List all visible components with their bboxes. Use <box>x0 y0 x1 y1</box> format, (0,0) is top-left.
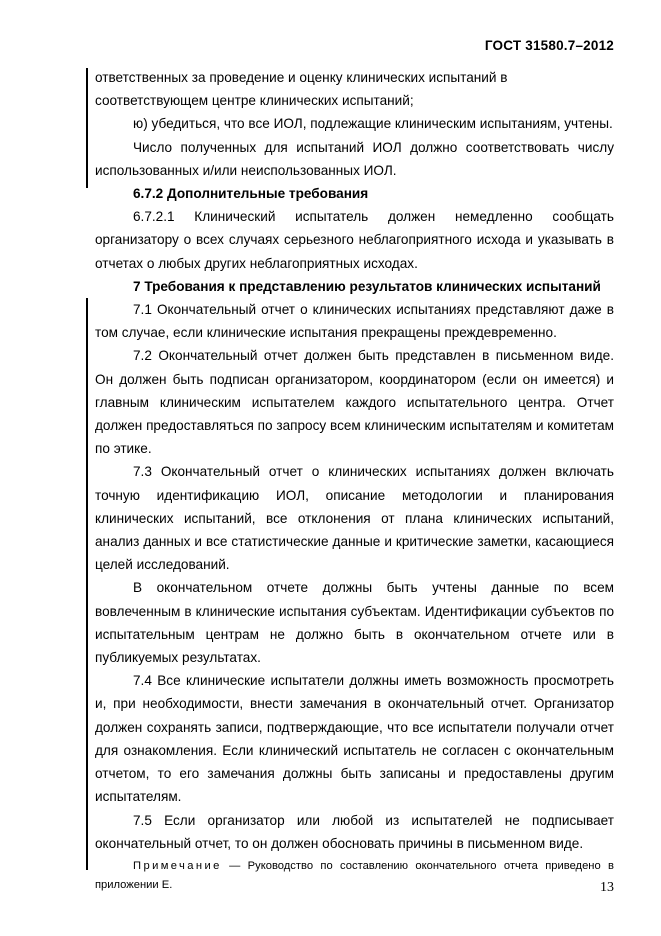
standard-designation: ГОСТ 31580.7–2012 <box>484 38 614 53</box>
paragraph-line: соответствующем центре клинических испытаний; <box>95 93 414 109</box>
paragraph-7-1: 7.1 Окончательный отчет о клинических испытаниях представляют даже в том случае, если клинические испытания прекращены преждевременно. <box>95 302 614 341</box>
note <box>95 857 614 895</box>
change-bar <box>86 68 88 188</box>
paragraph: Число полученных для испытаний ИОЛ должно соответствовать числу использованных и/или неиспользованных ИОЛ. <box>95 139 614 178</box>
note-label: Примечание <box>133 859 222 872</box>
section-heading-7: 7 Требования к представлению результатов клинических испытаний <box>133 278 601 294</box>
document-body <box>95 66 614 895</box>
paragraph-7-3: 7.3 Окончательный отчет о клинических испытаниях должен включать точную идентификацию ИОЛ, описание методологии и планирования клинических испытаний, все отклонения от плана клинических испытаний, анализ данных и все статистические данные и критические заметки, касающиеся целей исследований. <box>95 464 614 573</box>
paragraph-7-3-continued: В окончательном отчете должны быть учтены данные по всем вовлеченным в клинические испытания субъектам. Идентификации субъектов по испытательным центрам не должно быть в окончательном отчете или в публикуемых результатах. <box>95 580 614 666</box>
paragraph-7-4: 7.4 Все клинические испытатели должны иметь возможность просмотреть и, при необходимости, внести замечания в окончательный отчет. Организатор должен сохранять записи, подтверждающие, что все испытатели получали отчет для ознакомления. Если клинический испытатель не согласен с окончательным отчетом, то его замечания должны быть записаны и предоставлены другим испытателям. <box>95 673 614 805</box>
section-heading-6-7-2: 6.7.2 Дополнительные требования <box>133 186 369 202</box>
change-bar <box>86 298 88 870</box>
paragraph-6-7-2-1: 6.7.2.1 Клинический испытатель должен немедленно сообщать организатору о всех случаях серьезного неблагоприятного исхода и указывать в отчетах о любых других неблагоприятных исходах. <box>95 209 614 271</box>
page-number: 13 <box>600 880 614 895</box>
paragraph-7-5: 7.5 Если организатор или любой из испытателей не подписывает окончательный отчет, то он должен обосновать причины в письменном виде. <box>95 812 614 851</box>
note-text: — Руководство по составлению окончательного отчета приведено в приложении Е. <box>95 859 614 891</box>
paragraph-line: ответственных за проведение и оценку клинических испытаний в <box>95 70 508 85</box>
list-item-yu: ю) убедиться, что все ИОЛ, подлежащие клиническим испытаниям, учтены. <box>133 116 613 132</box>
paragraph-7-2: 7.2 Окончательный отчет должен быть представлен в письменном виде. Он должен быть подписан организатором, координатором (если он имеется) и главным клиническим испытателем каждого испытательного центра. Отчет должен предоставляться по запросу всем клиническим испытателям и комитетам по этике. <box>95 348 614 457</box>
